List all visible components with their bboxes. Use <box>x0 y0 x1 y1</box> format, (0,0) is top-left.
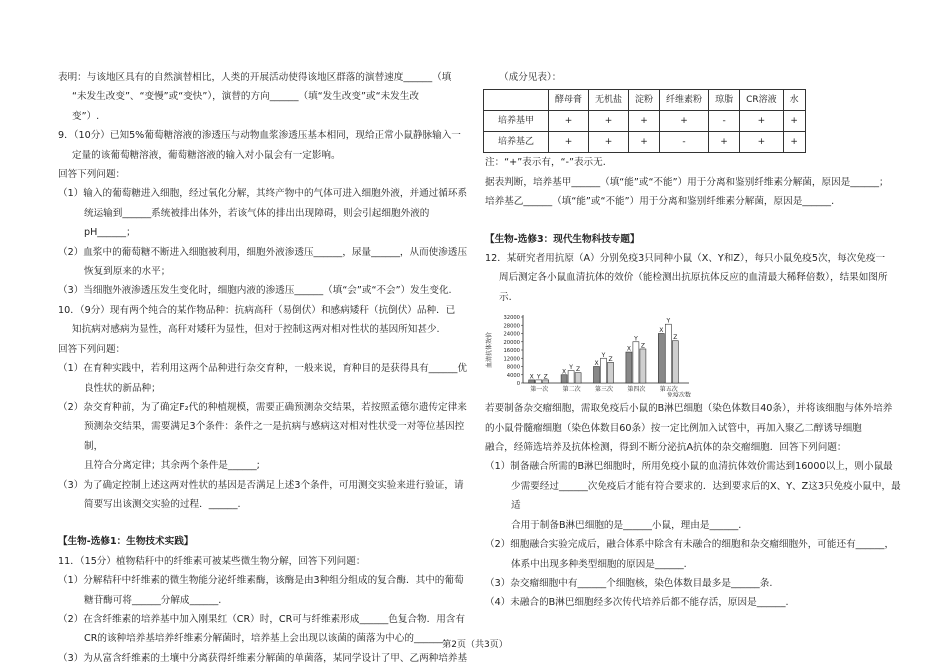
x-tick-label: 第三次 <box>594 386 614 394</box>
bar-label: X <box>529 373 534 381</box>
table-cell: 水 <box>783 90 805 111</box>
section-title-elective-1: 【生物-选修1：生物技术实践】 <box>58 536 194 548</box>
table-header-row <box>484 90 806 111</box>
text-line: 恢复到原来的水平； <box>84 266 171 278</box>
table-cell: - <box>660 132 709 153</box>
text-line: “未发生改变”、“变慢”或“变快”），演替的方向______（填“发生改变”或“未发生改 <box>72 91 419 103</box>
bar-y <box>633 342 639 383</box>
question-12: 12．某研究者用抗原（A）分别免疫3只同种小鼠（X、Y和Z），每只小鼠免疫5次，每次免疫一 <box>485 253 886 265</box>
left-column <box>58 68 468 668</box>
table-cell: + <box>629 111 660 132</box>
text-line: 良性状的新品种； <box>84 382 161 394</box>
y-tick-label: 12000 <box>503 356 520 363</box>
text-line: 周后测定各小鼠血清抗体的效价（能检测出抗原抗体反应的血清最大稀释倍数），结果如图所 <box>499 272 888 284</box>
table-cell: + <box>549 132 589 153</box>
bar-label: Y <box>601 352 606 359</box>
text-line: 简要写出该测交实验的过程．______. <box>84 498 241 510</box>
y-tick-label: 20000 <box>503 340 520 346</box>
antibody-titer-chart <box>485 311 715 397</box>
bar-x <box>561 375 567 383</box>
text-line: 体系中出现多种类型细胞的原因是______. <box>511 558 687 570</box>
section-title-elective-3: 【生物-选修3：现代生物科技专题】 <box>485 233 640 245</box>
table-cell: + <box>783 111 805 132</box>
table-row <box>484 132 806 153</box>
bar-x <box>626 352 632 383</box>
x-axis-label: 免疫次数 <box>666 392 691 398</box>
text-line: 的小鼠骨髓瘤细胞（染色体数目60条）按一定比例加入试管中，再加入聚乙二醇诱导细胞 <box>485 422 862 434</box>
x-tick-label: 第一次 <box>530 386 549 394</box>
table-cell: + <box>740 132 784 153</box>
text-line: （3）当细胞外液渗透压发生变化时，细胞内液的渗透压______（填“会”或“不会”）发生变化. <box>58 285 452 297</box>
bar-y <box>568 371 574 383</box>
table-cell: + <box>709 132 740 153</box>
bar-y <box>601 359 607 384</box>
table-row <box>484 111 806 132</box>
bar-label: Z <box>608 356 613 364</box>
text-line: 若要制备杂交瘤细胞，需取免疫后小鼠的B淋巴细胞（染色体数目40条），并将该细胞与体外培养 <box>485 403 893 415</box>
table-cell: + <box>589 111 629 132</box>
text-line: 糖苷酶可将______分解成______. <box>84 594 222 606</box>
bar-x <box>594 367 600 384</box>
table-note: 注：“+”表示有，“-”表示无. <box>485 157 606 169</box>
text-line: （3）为从富含纤维素的土壤中分离获得纤维素分解菌的单菌落，某同学设计了甲、乙两种培养基 <box>58 652 468 664</box>
text-line: 回答下列问题： <box>58 343 126 355</box>
text-line: 回答下列问题： <box>58 169 126 181</box>
x-tick-label: 第四次 <box>627 386 646 394</box>
bar-label: Z <box>543 373 548 381</box>
text-line: 定量的该葡萄糖溶液，葡萄糖溶液的输入对小鼠会有一定影响。 <box>72 149 341 161</box>
bar-label: Z <box>576 366 581 374</box>
table-cell: 培养基甲 <box>484 111 549 132</box>
table-cell: + <box>549 111 589 132</box>
table-cell: + <box>660 111 709 132</box>
bar-label: X <box>562 368 567 376</box>
text-line: CR的该种培养基培养纤维素分解菌时，培养基上会出现以该菌的菌落为中心的______. <box>84 633 446 645</box>
bar-label: X <box>594 360 599 368</box>
table-cell: 酵母膏 <box>549 90 589 111</box>
table-cell: 培养基乙 <box>484 132 549 153</box>
bar-x <box>658 334 664 384</box>
text-line: 据表判断，培养基甲______（填“能”或“不能”）用于分离和鉴别纤维素分解菌，原因是______； <box>485 176 889 188</box>
text-line: （1）分解秸秆中纤维素的微生物能分泌纤维素酶，该酶是由3种组分组成的复合酶．其中的葡萄 <box>58 575 464 587</box>
text-line: （1）在育种实践中，若利用这两个品种进行杂交育种，一般来说，育种目的是获得具有______优 <box>58 363 468 375</box>
table-cell: + <box>589 132 629 153</box>
text-line: （3）为了确定控制上述这两对性状的基因是否满足上述3个条件，可用测交实验来进行验证，请 <box>58 479 464 491</box>
bar-label: Y <box>569 364 573 372</box>
text-line: 统运输到______系统被排出体外，若该气体的排出出现障碍，则会引起细胞外液的pH______； <box>84 207 430 239</box>
text-line: （2）杂交育种前，为了确定F₂代的种植规模，需要正确预测杂交结果，若按照孟德尔遗传定律来 <box>58 401 467 413</box>
table-cell: + <box>629 132 660 153</box>
y-tick-label: 0 <box>516 381 520 388</box>
x-tick-label: 第二次 <box>562 386 581 394</box>
bar-z <box>672 341 678 383</box>
text-line: 且符合分离定律；其余两个条件是______; <box>84 460 260 472</box>
y-tick-label: 16000 <box>503 348 520 355</box>
bar-label: Z <box>640 342 645 350</box>
bar-label: Y <box>634 335 638 343</box>
text-line: 合用于制备B淋巴细胞的是______小鼠，理由是______. <box>511 519 742 531</box>
text-line: （1）制备融合所需的B淋巴细胞时，所用免疫小鼠的血清抗体效价需达到16000以上，则小鼠最 <box>485 461 893 473</box>
table-cell: CR溶液 <box>740 90 784 111</box>
table-cell: 琼脂 <box>709 90 740 111</box>
text-line: （3）杂交瘤细胞中有______个细胞核，染色体数目最多是______条. <box>485 577 773 589</box>
bar-label: Z <box>673 334 678 342</box>
text-line: 少需要经过______次免疫后才能有符合要求的．达到要求后的X、Y、Z这3只免疫小鼠中，最适 <box>511 480 901 512</box>
table-cell: - <box>709 111 740 132</box>
question-10: 10．（9分）现有两个纯合的某作物品种：抗病高秆（易倒伏）和感病矮秆（抗倒伏）品种．已 <box>58 304 456 316</box>
y-tick-label: 4000 <box>506 373 520 379</box>
table-cell: 纤维素粉 <box>660 90 709 111</box>
table-cell: 淀粉 <box>629 90 660 111</box>
chart-svg <box>485 311 715 397</box>
y-tick-label: 32000 <box>503 315 520 322</box>
right-column <box>485 68 905 613</box>
bar-label: X <box>626 345 631 353</box>
culture-medium-table <box>483 89 806 153</box>
bar-z <box>640 349 646 383</box>
bar-z <box>608 363 614 384</box>
bar-label: Y <box>536 373 541 381</box>
text-line: （2）细胞融合实验完成后，融合体系中除含有未融合的细胞和杂交瘤细胞外，可能还有______， <box>485 539 895 551</box>
table-cell: + <box>740 111 784 132</box>
bar-z <box>575 373 581 383</box>
text-line: 知抗病对感病为显性，高秆对矮秆为显性，但对于控制这两对相对性状的基因所知甚少. <box>72 324 440 336</box>
table-cell: 无机盐 <box>589 90 629 111</box>
bar-label: Y <box>666 317 671 325</box>
text-line: 示. <box>499 291 512 303</box>
text-line: （2）在含纤维素的培养基中加入刚果红（CR）时，CR可与纤维素形成______色复合物．用含有 <box>58 613 465 625</box>
table-cell: + <box>783 132 805 153</box>
y-tick-label: 24000 <box>503 331 520 338</box>
table-cell <box>484 90 549 111</box>
y-tick-label: 28000 <box>503 323 520 330</box>
bar-y <box>665 324 671 383</box>
page-footer: 第2页（共3页） <box>442 640 508 650</box>
text-line: （2）血浆中的葡萄糖不断进入细胞被利用，细胞外液渗透压______，尿量______，从而使渗透压 <box>58 246 468 258</box>
y-tick-label: 8000 <box>506 364 520 371</box>
text-line: 融合，经筛选培养及抗体检测，得到不断分泌抗A抗体的杂交瘤细胞．回答下列问题： <box>485 442 847 454</box>
question-11: 11．（15分）植物秸秆中的纤维素可被某些微生物分解，回答下列问题： <box>58 555 366 567</box>
x-tick-label: 第五次 <box>659 386 678 394</box>
question-9: 9．（10分）已知5%葡萄糖溶液的渗透压与动物血浆渗透压基本相同，现给正常小鼠静脉输入一 <box>58 130 461 142</box>
text-line: （4）未融合的B淋巴细胞经多次传代培养后都不能存活，原因是______. <box>485 597 789 609</box>
text-line: 培养基乙______（填“能”或“不能”）用于分离和鉴别纤维素分解菌，原因是______. <box>485 196 835 208</box>
text-line: （1）输入的葡萄糖进入细胞，经过氧化分解，其终产物中的气体可进入细胞外液，并通过循环系 <box>58 188 468 200</box>
text-line: 表明：与该地区具有的自然演替相比，人类的开展活动使得该地区群落的演替速度______（填 <box>58 72 452 83</box>
y-axis-label: 血清抗体效价 <box>486 332 493 369</box>
table-caption: （成分见表）： <box>499 72 562 83</box>
bar-label: X <box>659 327 664 335</box>
text-line: 预测杂交结果，需要满足3个条件：条件之一是抗病与感病这对相对性状受一对等位基因控制， <box>84 421 465 452</box>
text-line: 变”）. <box>72 110 100 122</box>
